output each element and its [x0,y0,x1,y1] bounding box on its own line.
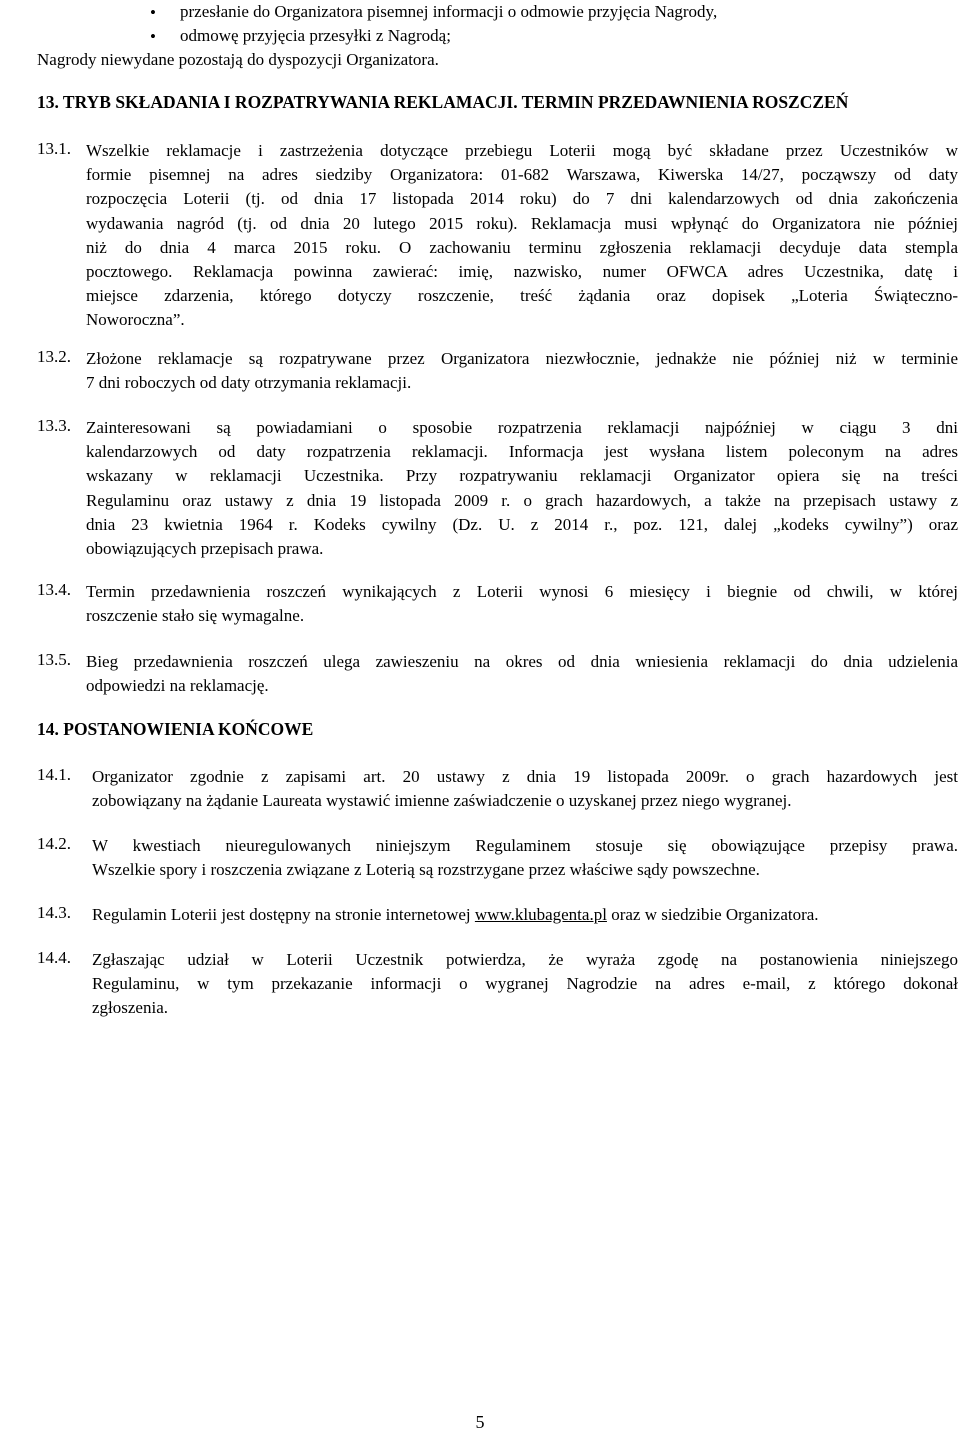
section-14-heading: 14. POSTANOWIENIA KOŃCOWE [37,719,314,739]
paragraph-number: 13.2. [37,347,71,366]
paragraph-number: 14.4. [37,948,71,967]
paragraph-14-4: Zgłaszając udział w Loterii Uczestnik potwierdza, że wyraża zgodę na postanowienia niniejszego Regulaminu, w tym przekazanie informacji o wygranej Nagrodzie na adres e-mail, z którego dokonał zgłoszenia. [92,950,958,1018]
paragraph-13-1: Wszelkie reklamacje i zastrzeżenia dotyczące przebiegu Loterii mogą być składane przez Uczestników w formie pisemnej na adres siedziby Organizatora: 01-682 Warszawa, Kiwerska 14/27, począwszy od daty rozpoczęcia Loterii (tj. od dnia 17 listopada 2014 roku) do 7 dni kalendarzowych od dnia zakończenia wydawania nagród (tj. od dnia 20 lutego 2015 roku). Reklamacja musi wpłynąć do Organizatora nie później niż do dnia 4 marca 2015 roku. O zachowaniu terminu zgłoszenia reklamacji decyduje data stempla pocztowego. Reklamacja powinna zawierać: imię, nazwisko, numer OFWCA adres Uczestnika, datę i miejsce zdarzenia, którego dotyczy roszczenie, treść żądania oraz dopisek „Loteria Świąteczno- Noworoczna”. [86,141,958,330]
paragraph-13-5: Bieg przedawnienia roszczeń ulega zawieszeniu na okres od dnia wniesienia reklamacji do dnia udzielenia odpowiedzi na reklamację. [86,652,958,696]
paragraph-14-3: Regulamin Loterii jest dostępny na stronie internetowej www.klubagenta.pl oraz w siedzibie Organizatora. [92,905,819,924]
paragraph-14-1: Organizator zgodnie z zapisami art. 20 ustawy z dnia 19 listopada 2009r. o grach hazardowych jest zobowiązany na żądanie Laureata wystawić imienne zaświadczenie o uzyskanej przez niego wygranej. [92,767,958,811]
bullet-icon: • [150,3,156,22]
paragraph-14-2: W kwestiach nieuregulowanych niniejszym Regulaminem stosuje się obowiązujące przepisy prawa. Wszelkie spory i roszczenia związane z Loterią są rozstrzygane przez właściwe sądy powszechne. [92,836,958,880]
section-13-heading: 13. TRYB SKŁADANIA I ROZPATRYWANIA REKLAMACJI. TERMIN PRZEDAWNIENIA ROSZCZEŃ [37,92,849,112]
website-link[interactable]: www.klubagenta.pl [474,905,607,924]
list-item: odmowę przyjęcia przesyłki z Nagrodą; [180,26,451,45]
paragraph-number: 13.4. [37,580,71,599]
paragraph-number: 13.5. [37,650,71,669]
paragraph-number: 14.1. [37,765,71,784]
page-number: 5 [475,1412,485,1432]
paragraph-number: 13.3. [37,416,71,435]
list-after-text: Nagrody niewydane pozostają do dyspozycji Organizatora. [37,50,439,69]
paragraph-13-4: Termin przedawnienia roszczeń wynikających z Loterii wynosi 6 miesięcy i biegnie od chwili, w której roszczenie stało się wymagalne. [86,582,958,626]
paragraph-number: 13.1. [37,139,71,158]
bullet-icon: • [150,27,156,46]
paragraph-13-3: Zainteresowani są powiadamiani o sposobie rozpatrzenia reklamacji najpóźniej w ciągu 3 dni kalendarzowych od daty rozpatrzenia reklamacji. Informacja jest wysłana listem poleconym na adres wskazany w reklamacji Uczestnika. Przy rozpatrywaniu reklamacji Organizator opiera się na treści Regulaminu oraz ustawy z dnia 19 listopada 2009 r. o grach hazardowych, a także na przepisach ustawy z dnia 23 kwietnia 1964 r. Kodeks cywilny (Dz. U. z 2014 r., poz. 121, dalej „kodeks cywilny”) oraz obowiązujących przepisach prawa. [86,418,958,559]
paragraph-number: 14.2. [37,834,71,853]
paragraph-number: 14.3. [37,903,71,922]
paragraph-13-2: Złożone reklamacje są rozpatrywane przez Organizatora niezwłocznie, jednakże nie później niż w terminie 7 dni roboczych od daty otrzymania reklamacji. [86,349,958,393]
list-item: przesłanie do Organizatora pisemnej informacji o odmowie przyjęcia Nagrody, [180,2,718,21]
